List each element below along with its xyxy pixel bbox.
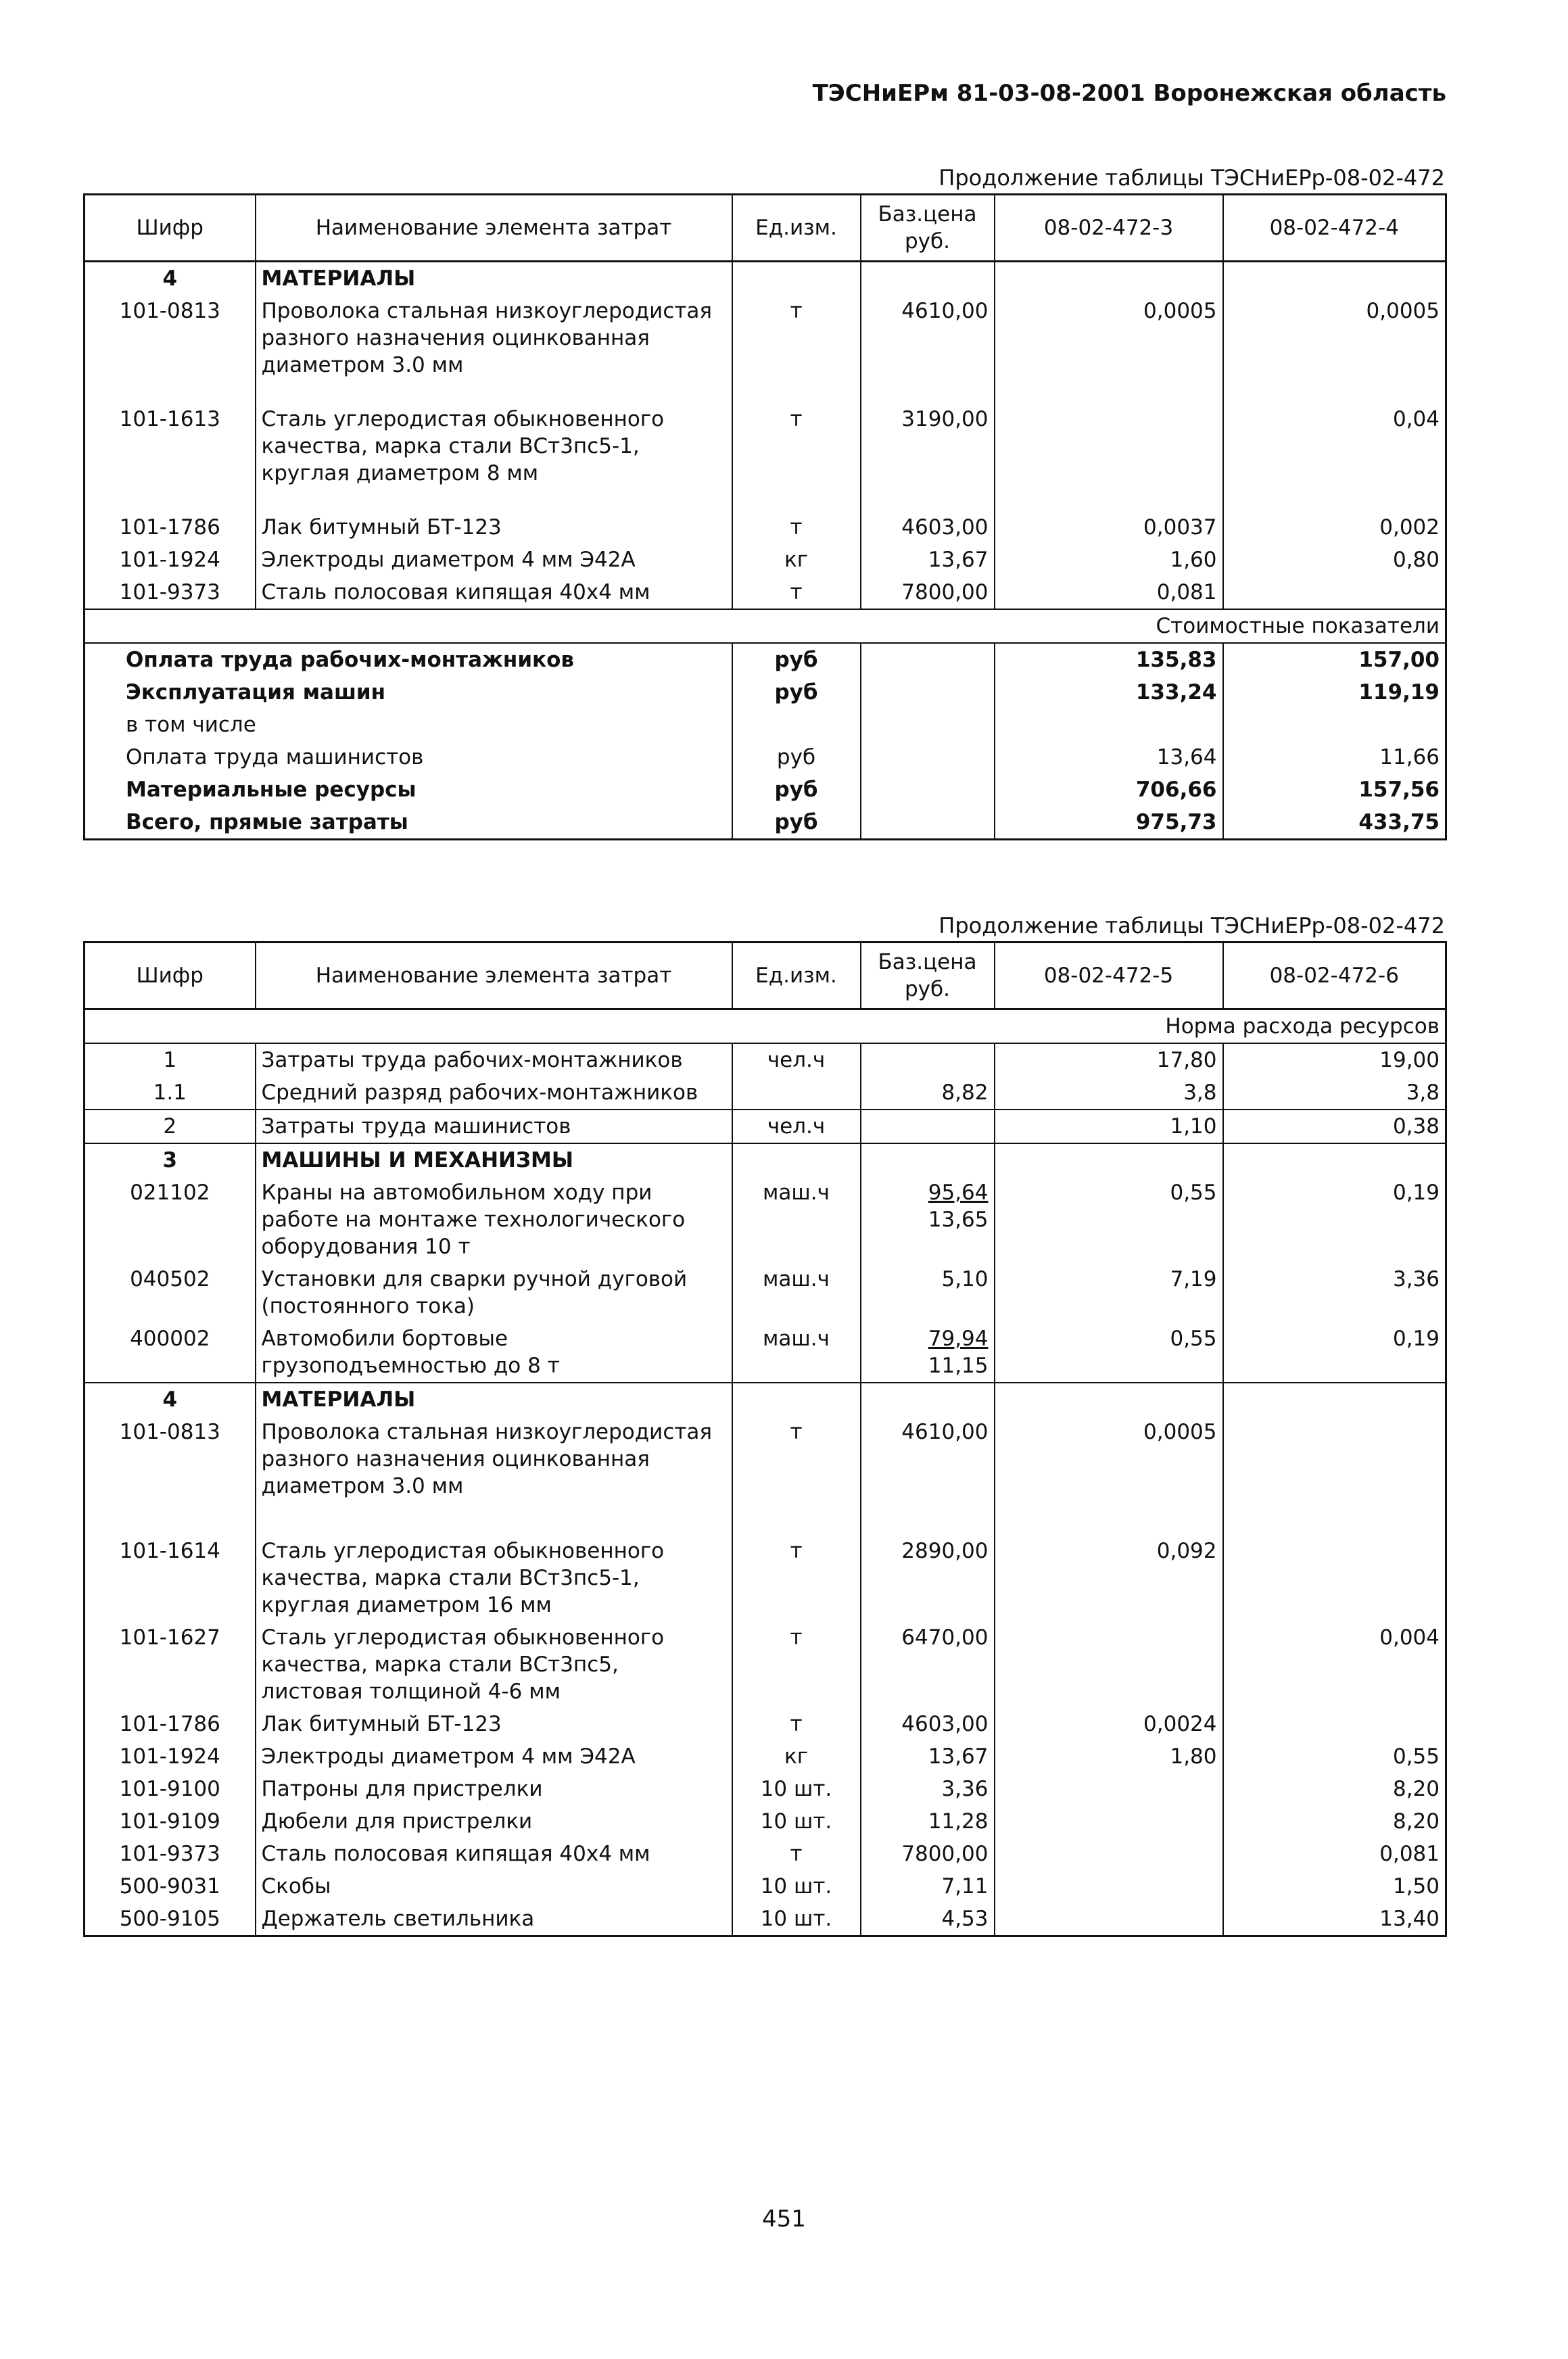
col-b-header: 08-02-472-6: [1223, 943, 1446, 1009]
col-name-header: Наименование элемента затрат: [256, 195, 732, 262]
code-cell: 1.1: [85, 1076, 256, 1110]
totals-empty-cell: [861, 773, 995, 806]
totals-empty-cell: [861, 643, 995, 676]
value-b-cell: 0,55: [1223, 1740, 1446, 1773]
table-row: [85, 1263, 1446, 1323]
totals-b-cell: 119,19: [1223, 676, 1446, 709]
name-cell: Проволока стальная низкоуглеродистая разного назначения оцинкованная диаметром 3.0 мм: [256, 1416, 732, 1535]
code-cell: 101-1786: [85, 1708, 256, 1740]
price-value: 5,10: [941, 1267, 989, 1291]
code-cell: 101-1613: [85, 403, 256, 511]
unit-cell: т: [732, 1838, 861, 1870]
value-a-cell: 0,55: [995, 1176, 1223, 1263]
value-a-cell: [995, 1773, 1223, 1805]
value-b-cell: 0,004: [1223, 1621, 1446, 1708]
code-cell: 040502: [85, 1263, 256, 1323]
totals-unit-cell: руб: [732, 643, 861, 676]
value-b-cell: 0,19: [1223, 1176, 1446, 1263]
price-cell: [861, 1263, 995, 1323]
totals-row: [85, 709, 1446, 741]
value-b-cell: 0,04: [1223, 403, 1446, 511]
value-b-cell: 13,40: [1223, 1903, 1446, 1936]
name-cell: Электроды диаметром 4 мм Э42А: [256, 544, 732, 576]
table-row: [85, 1076, 1446, 1110]
totals-unit-cell: руб: [732, 741, 861, 773]
table-row: [85, 1043, 1446, 1076]
table-row: [85, 1903, 1446, 1936]
col-unit-header: Ед.изм.: [732, 943, 861, 1009]
unit-cell: маш.ч: [732, 1263, 861, 1323]
unit-cell: т: [732, 295, 861, 403]
col-name-header: Наименование элемента затрат: [256, 943, 732, 1009]
section-number: 4: [85, 1383, 256, 1416]
table-row: [85, 403, 1446, 511]
price-cell: 3190,00: [861, 403, 995, 511]
table1-caption: Продолжение таблицы ТЭСНиЕРр-08-02-472: [939, 165, 1445, 191]
unit-cell: кг: [732, 1740, 861, 1773]
code-cell: 101-1924: [85, 1740, 256, 1773]
table-row: [85, 1708, 1446, 1740]
value-a-cell: 0,55: [995, 1323, 1223, 1383]
code-cell: 101-1627: [85, 1621, 256, 1708]
totals-row: [85, 773, 1446, 806]
unit-cell: чел.ч: [732, 1043, 861, 1076]
totals-empty-cell: [861, 806, 995, 840]
unit-cell: т: [732, 1621, 861, 1708]
name-cell: Сталь полосовая кипящая 40х4 мм: [256, 1838, 732, 1870]
unit-cell: т: [732, 1708, 861, 1740]
section-number: 4: [85, 262, 256, 295]
name-cell: Электроды диаметром 4 мм Э42А: [256, 1740, 732, 1773]
table-row: [85, 511, 1446, 544]
unit-cell: 10 шт.: [732, 1805, 861, 1838]
table2-caption: Продолжение таблицы ТЭСНиЕРр-08-02-472: [939, 913, 1445, 938]
totals-a-cell: 706,66: [995, 773, 1223, 806]
value-b-cell: 0,38: [1223, 1110, 1446, 1143]
totals-b-cell: 157,56: [1223, 773, 1446, 806]
code-cell: 500-9031: [85, 1870, 256, 1903]
totals-unit-cell: руб: [732, 773, 861, 806]
value-b-cell: [1223, 576, 1446, 609]
machinist-wage-value: 11,15: [928, 1354, 989, 1378]
code-cell: 101-9100: [85, 1773, 256, 1805]
price-value: 95,64: [928, 1181, 989, 1205]
name-cell: Автомобили бортовые грузоподъемностью до 8 т: [256, 1323, 732, 1383]
code-cell: 400002: [85, 1323, 256, 1383]
totals-name-cell: в том числе: [85, 709, 732, 741]
price-cell: [861, 1176, 995, 1263]
totals-row: [85, 643, 1446, 676]
norm-label: Норма расхода ресурсов: [85, 1009, 1446, 1044]
section-title: МАТЕРИАЛЫ: [256, 1383, 732, 1416]
name-cell: Средний разряд рабочих-монтажников: [256, 1076, 732, 1110]
value-a-cell: 0,0024: [995, 1708, 1223, 1740]
totals-row: [85, 806, 1446, 840]
totals-unit-cell: руб: [732, 676, 861, 709]
table-row: [85, 1870, 1446, 1903]
table-row: [85, 295, 1446, 403]
name-cell: Сталь полосовая кипящая 40х4 мм: [256, 576, 732, 609]
price-cell: 4610,00: [861, 295, 995, 403]
value-b-cell: [1223, 1416, 1446, 1535]
section-row: [85, 1383, 1446, 1416]
totals-name-cell: Эксплуатация машин: [85, 676, 732, 709]
price-cell: 4603,00: [861, 511, 995, 544]
unit-cell: 10 шт.: [732, 1870, 861, 1903]
code-cell: 101-9373: [85, 576, 256, 609]
table-row: [85, 544, 1446, 576]
totals-empty-cell: [861, 741, 995, 773]
totals-name-cell: Оплата труда машинистов: [85, 741, 732, 773]
unit-cell: кг: [732, 544, 861, 576]
name-cell: Держатель светильника: [256, 1903, 732, 1936]
code-cell: 021102: [85, 1176, 256, 1263]
totals-b-cell: 433,75: [1223, 806, 1446, 840]
unit-cell: т: [732, 576, 861, 609]
code-cell: 1: [85, 1043, 256, 1076]
value-b-cell: 0,19: [1223, 1323, 1446, 1383]
code-cell: 101-0813: [85, 295, 256, 403]
price-cell: 13,67: [861, 544, 995, 576]
totals-a-cell: 975,73: [995, 806, 1223, 840]
value-a-cell: 1,60: [995, 544, 1223, 576]
totals-unit-cell: [732, 709, 861, 741]
name-cell: Лак битумный БТ-123: [256, 1708, 732, 1740]
value-b-cell: 0,002: [1223, 511, 1446, 544]
section-row: [85, 262, 1446, 295]
name-cell: Проволока стальная низкоуглеродистая разного назначения оцинкованная диаметром 3.0 мм: [256, 295, 732, 403]
totals-name-cell: Оплата труда рабочих-монтажников: [85, 643, 732, 676]
value-b-cell: 0,80: [1223, 544, 1446, 576]
unit-cell: т: [732, 1535, 861, 1621]
value-b-cell: [1223, 1708, 1446, 1740]
value-b-cell: [1223, 1535, 1446, 1621]
table-row: [85, 1176, 1446, 1263]
value-a-cell: 0,092: [995, 1535, 1223, 1621]
table-row: [85, 1805, 1446, 1838]
value-a-cell: [995, 1870, 1223, 1903]
totals-a-cell: 135,83: [995, 643, 1223, 676]
section-title: МАШИНЫ И МЕХАНИЗМЫ: [256, 1143, 732, 1176]
code-cell: 101-0813: [85, 1416, 256, 1535]
unit-cell: 10 шт.: [732, 1903, 861, 1936]
value-b-cell: 0,0005: [1223, 295, 1446, 403]
totals-a-cell: 133,24: [995, 676, 1223, 709]
table1: [83, 193, 1447, 840]
value-a-cell: [995, 403, 1223, 511]
name-cell: Патроны для пристрелки: [256, 1773, 732, 1805]
unit-cell: маш.ч: [732, 1176, 861, 1263]
name-cell: Лак битумный БТ-123: [256, 511, 732, 544]
value-a-cell: [995, 1838, 1223, 1870]
totals-b-cell: 157,00: [1223, 643, 1446, 676]
price-cell: 7800,00: [861, 1838, 995, 1870]
value-a-cell: [995, 1805, 1223, 1838]
price-cell: 4610,00: [861, 1416, 995, 1535]
value-a-cell: 0,0005: [995, 1416, 1223, 1535]
col-a-header: 08-02-472-3: [995, 195, 1223, 262]
totals-b-cell: 11,66: [1223, 741, 1446, 773]
totals-name-cell: Всего, прямые затраты: [85, 806, 732, 840]
value-a-cell: 17,80: [995, 1043, 1223, 1076]
section-title: МАТЕРИАЛЫ: [256, 262, 732, 295]
code-cell: 500-9105: [85, 1903, 256, 1936]
value-b-cell: 8,20: [1223, 1773, 1446, 1805]
col-code-header: Шифр: [85, 195, 256, 262]
value-a-cell: 0,0037: [995, 511, 1223, 544]
table-row: [85, 1773, 1446, 1805]
totals-a-cell: 13,64: [995, 741, 1223, 773]
table-row: [85, 576, 1446, 609]
table-row: [85, 1838, 1446, 1870]
totals-unit-cell: руб: [732, 806, 861, 840]
value-b-cell: 1,50: [1223, 1870, 1446, 1903]
cost-indicators-row: [85, 609, 1446, 643]
price-value: 79,94: [928, 1327, 989, 1351]
col-code-header: Шифр: [85, 943, 256, 1009]
totals-row: [85, 676, 1446, 709]
col-unit-header: Ед.изм.: [732, 195, 861, 262]
value-a-cell: 1,80: [995, 1740, 1223, 1773]
name-cell: Сталь углеродистая обыкновенного качества, марка стали ВСт3пс5-1, круглая диаметром 16 мм: [256, 1535, 732, 1621]
value-a-cell: 1,10: [995, 1110, 1223, 1143]
totals-name-cell: Материальные ресурсы: [85, 773, 732, 806]
totals-row: [85, 741, 1446, 773]
price-cell: 3,36: [861, 1773, 995, 1805]
col-price-header: Баз.цена руб.: [861, 943, 995, 1009]
name-cell: Дюбели для пристрелки: [256, 1805, 732, 1838]
table-row: [85, 1535, 1446, 1621]
value-a-cell: 0,081: [995, 576, 1223, 609]
name-cell: Краны на автомобильном ходу при работе на монтаже технологического оборудования 10 т: [256, 1176, 732, 1263]
code-cell: 101-1924: [85, 544, 256, 576]
value-a-cell: [995, 1621, 1223, 1708]
name-cell: Установки для сварки ручной дуговой (постоянного тока): [256, 1263, 732, 1323]
table-row: [85, 1740, 1446, 1773]
value-b-cell: 3,36: [1223, 1263, 1446, 1323]
machinist-wage-value: 13,65: [928, 1208, 989, 1232]
price-cell: 13,67: [861, 1740, 995, 1773]
code-cell: 101-1786: [85, 511, 256, 544]
table2-header-row: [85, 943, 1446, 1009]
value-b-cell: 8,20: [1223, 1805, 1446, 1838]
unit-cell: маш.ч: [732, 1323, 861, 1383]
cost-indicators-label: Стоимостные показатели: [85, 609, 1446, 643]
unit-cell: 10 шт.: [732, 1773, 861, 1805]
name-cell: Сталь углеродистая обыкновенного качества, марка стали ВСт3пс5, листовая толщиной 4-6 мм: [256, 1621, 732, 1708]
value-a-cell: 7,19: [995, 1263, 1223, 1323]
value-a-cell: [995, 1903, 1223, 1936]
value-a-cell: 0,0005: [995, 295, 1223, 403]
code-cell: 101-1614: [85, 1535, 256, 1621]
col-a-header: 08-02-472-5: [995, 943, 1223, 1009]
name-cell: Затраты труда машинистов: [256, 1110, 732, 1143]
price-cell: 4603,00: [861, 1708, 995, 1740]
code-cell: 2: [85, 1110, 256, 1143]
totals-empty-cell: [861, 709, 995, 741]
price-cell: 2890,00: [861, 1535, 995, 1621]
value-b-cell: 19,00: [1223, 1043, 1446, 1076]
section-number: 3: [85, 1143, 256, 1176]
value-b-cell: 0,081: [1223, 1838, 1446, 1870]
page-number: 451: [762, 2206, 806, 2233]
price-cell: [861, 1043, 995, 1076]
table2: [83, 941, 1447, 1937]
code-cell: 101-9373: [85, 1838, 256, 1870]
price-cell: [861, 1110, 995, 1143]
norm-row: [85, 1009, 1446, 1044]
code-cell: 101-9109: [85, 1805, 256, 1838]
totals-a-cell: [995, 709, 1223, 741]
price-cell: 7,11: [861, 1870, 995, 1903]
totals-b-cell: [1223, 709, 1446, 741]
totals-empty-cell: [861, 676, 995, 709]
price-cell: 6470,00: [861, 1621, 995, 1708]
price-cell: 11,28: [861, 1805, 995, 1838]
table-row: [85, 1416, 1446, 1535]
page-header-title: ТЭСНиЕРм 81-03-08-2001 Воронежская область: [812, 80, 1446, 107]
name-cell: Сталь углеродистая обыкновенного качества, марка стали ВСт3пс5-1, круглая диаметром 8 мм: [256, 403, 732, 511]
col-b-header: 08-02-472-4: [1223, 195, 1446, 262]
table-row: [85, 1110, 1446, 1143]
name-cell: Скобы: [256, 1870, 732, 1903]
col-price-header: Баз.цена руб.: [861, 195, 995, 262]
table1-header-row: [85, 195, 1446, 262]
section-row: [85, 1143, 1446, 1176]
unit-cell: [732, 1076, 861, 1110]
unit-cell: т: [732, 511, 861, 544]
unit-cell: т: [732, 403, 861, 511]
unit-cell: т: [732, 1416, 861, 1535]
price-cell: [861, 1323, 995, 1383]
name-cell: Затраты труда рабочих-монтажников: [256, 1043, 732, 1076]
price-cell: 7800,00: [861, 576, 995, 609]
price-cell: 4,53: [861, 1903, 995, 1936]
unit-cell: чел.ч: [732, 1110, 861, 1143]
table-row: [85, 1323, 1446, 1383]
table-row: [85, 1621, 1446, 1708]
value-b-cell: 3,8: [1223, 1076, 1446, 1110]
value-a-cell: 3,8: [995, 1076, 1223, 1110]
price-cell: 8,82: [861, 1076, 995, 1110]
